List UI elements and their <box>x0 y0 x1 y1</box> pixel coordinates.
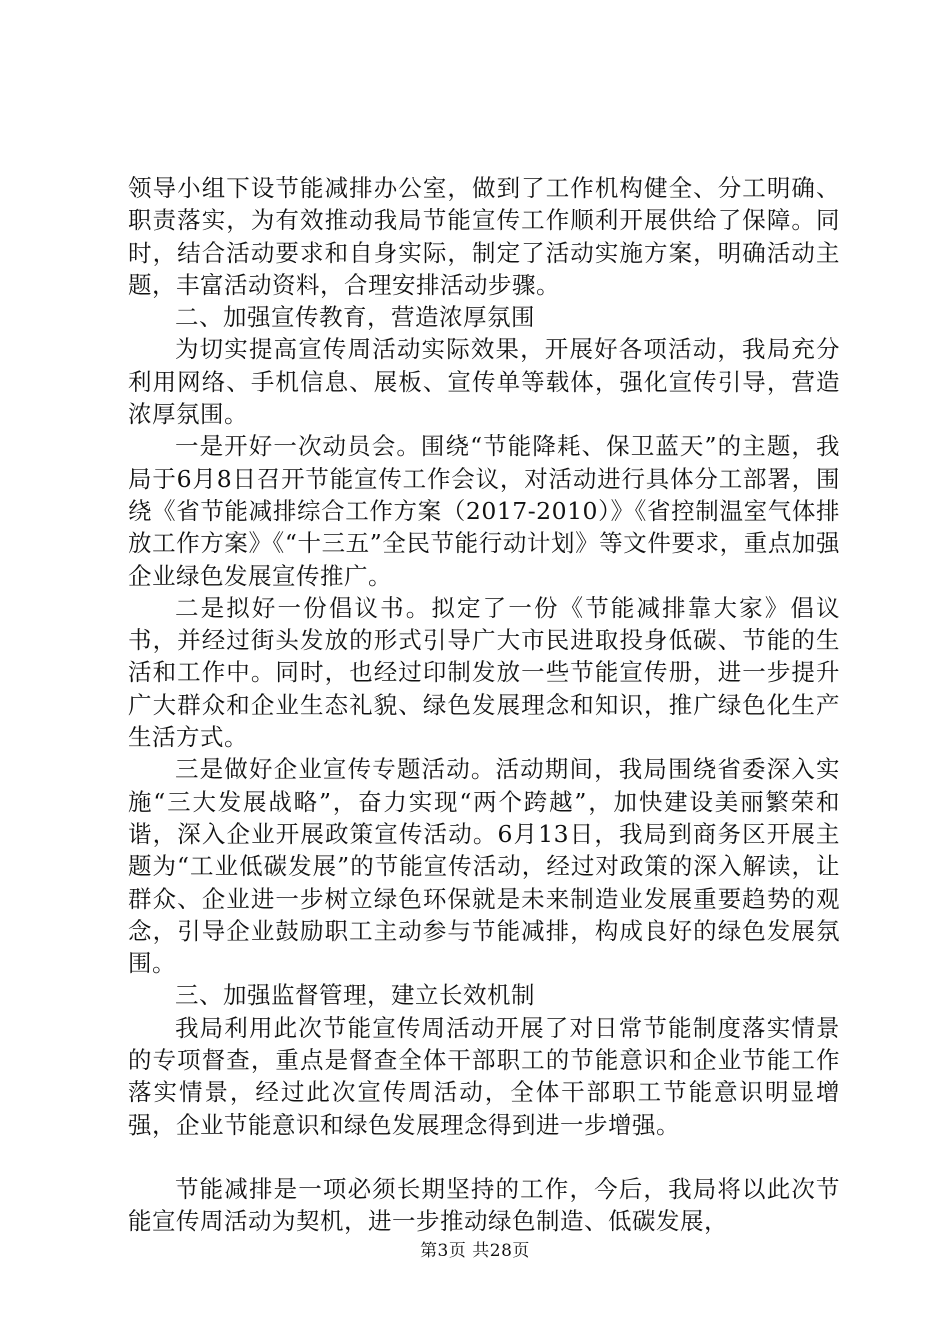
section-heading-publicity: 二、加强宣传教育，营造浓厚氛围 <box>175 303 535 332</box>
paragraph-leadership-group: 领导小组下设节能减排办公室，做到了工作机构健全、分工明确、职责落实，为有效推动我局节能宣传工作顺利开展供给了保障。同时，结合活动要求和自身实际，制定了活动实施方案，明确活动主题，丰富活动资料，合理安排活动步骤。 <box>128 174 840 299</box>
paragraph-inspection: 我局利用此次节能宣传周活动开展了对日常节能制度落实情景的专项督查，重点是督查全体干部职工的节能意识和企业节能工作落实情景，经过此次宣传周活动，全体干部职工节能意识明显增强，企业节能意识和绿色发展理念得到进一步增强。 <box>128 1013 840 1139</box>
section-heading-supervision: 三、加强监督管理，建立长效机制 <box>175 981 535 1010</box>
paragraph-proposal: 二是拟好一份倡议书。拟定了一份《节能减排靠大家》倡议书，并经过街头发放的形式引导广大市民进取投身低碳、节能的生活和工作中。同时，也经过印制发放一些节能宣传册，进一步提升广大群众和企业生态礼貌、绿色发展理念和知识，推广绿色化生产生活方式。 <box>128 593 840 752</box>
body-text <box>128 172 840 1238</box>
paragraph-publicity-effect: 为切实提高宣传周活动实际效果，开展好各项活动，我局充分利用网络、手机信息、展板、宣传单等载体，强化宣传引导，营造浓厚氛围。 <box>128 335 840 429</box>
paragraph-spacer <box>128 1141 840 1173</box>
paragraph-mobilization-meeting: 一是开好一次动员会。围绕“节能降耗、保卫蓝天”的主题，我局于6月8日召开节能宣传工作会议，对活动进行具体分工部署，围绕《省节能减排综合工作方案（2017-2010）》《省控制温室气体排放工作方案》《“十三五”全民节能行动计划》等文件要求，重点加强企业绿色发展宣传推广。 <box>128 432 840 590</box>
paragraph-enterprise-campaign: 三是做好企业宣传专题活动。活动期间，我局围绕省委深入实施“三大发展战略”，奋力实现“两个跨越”，加快建设美丽繁荣和谐，深入企业开展政策宣传活动。6月13日，我局到商务区开展主题为“工业低碳发展”的节能宣传活动，经过对政策的深入解读，让群众、企业进一步树立绿色环保就是未来制造业发展重要趋势的观念，引导企业鼓励职工主动参与节能减排，构成良好的绿色发展氛围。 <box>128 755 840 978</box>
paragraph-conclusion: 节能减排是一项必须长期坚持的工作，今后，我局将以此次节能宣传周活动为契机，进一步推动绿色制造、低碳发展， <box>128 1174 840 1236</box>
page-footer: 第3页 共28页 <box>420 1241 530 1261</box>
